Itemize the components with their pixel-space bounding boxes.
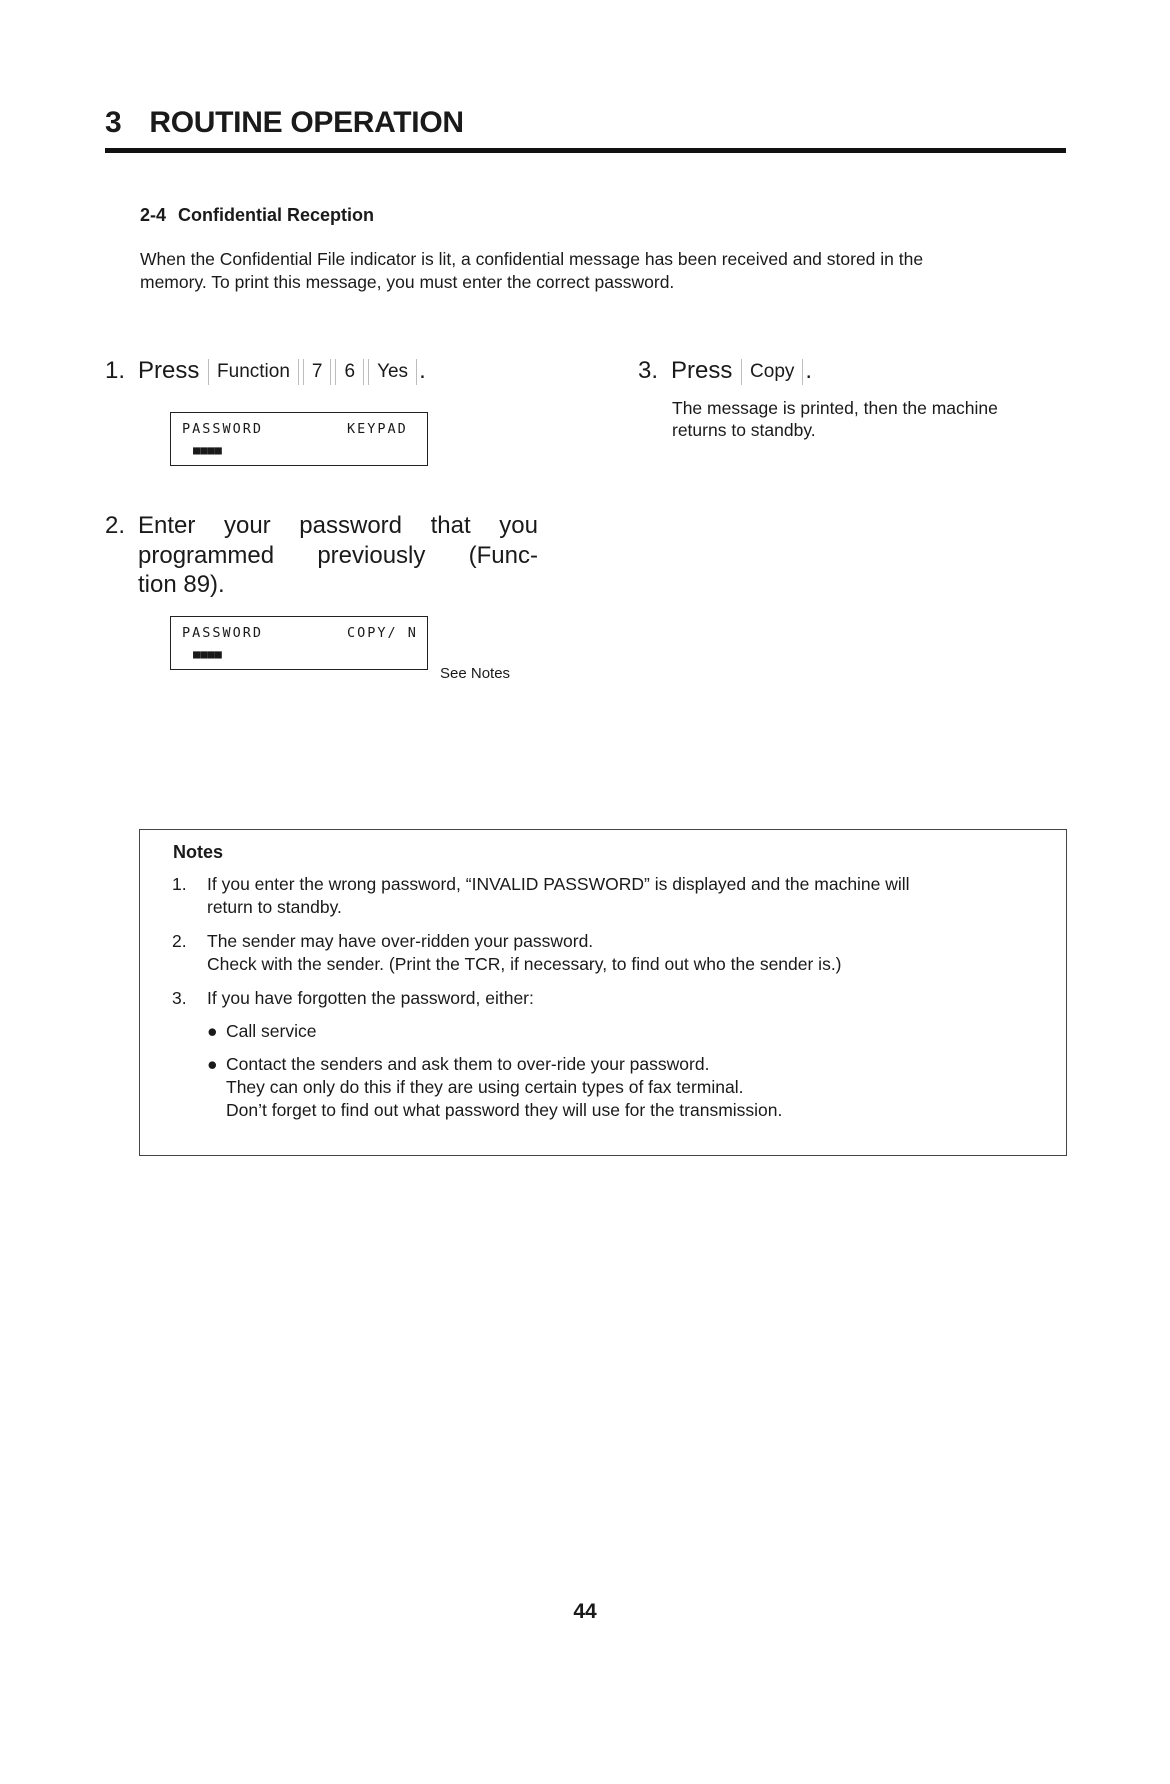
note-line: If you have forgotten the password, either: [207,988,534,1008]
notes-title: Notes [173,842,224,862]
lcd-password-blocks: ■■■■ [193,647,222,661]
chapter-heading [105,106,464,140]
note-bullet [207,1053,1052,1122]
lcd-password-blocks: ■■■■ [193,443,222,457]
lcd-display-step2 [170,616,428,670]
notes-list [172,873,1052,1133]
step-2-text [138,511,538,600]
key-6: 6 [335,359,364,385]
section-title: Confidential Reception [178,205,375,225]
section-heading [140,205,374,226]
step-number: 1. [105,357,126,384]
step-3-description [672,397,1072,441]
note-line: If you enter the wrong password, “INVALID PASSWORD” is displayed and the machine will [207,874,910,894]
step-number: 3. [638,357,659,384]
copy-key: Copy [741,359,803,385]
lcd-line1-right: COPY/ N [347,625,418,641]
intro-line: When the Confidential File indicator is lit, a confidential message has been received and stored in the [140,249,924,269]
step-3-line: returns to standby. [672,420,816,440]
yes-key: Yes [368,359,417,385]
chapter-rule [105,148,1066,153]
note-line: return to standby. [207,897,342,917]
bullet-dot-icon: ● [207,1054,218,1074]
bullet-line: Contact the senders and ask them to over-ride your password. [226,1054,710,1074]
note-item [172,930,1052,976]
chapter-title: ROUTINE OPERATION [149,106,464,139]
step-3: 3. Press Copy . [638,357,813,384]
note-item [172,987,1052,1122]
step-2-line: programmed previously (Func- [138,541,538,569]
key-7: 7 [303,359,332,385]
bullet-line: They can only do this if they are using certain types of fax terminal. [226,1077,744,1097]
step-2-line: tion 89). [138,571,225,598]
step-3-line: The message is printed, then the machine [672,398,998,418]
bullet-dot-icon: ● [207,1021,218,1041]
see-notes-label: See Notes [440,665,511,682]
step-verb: Press [138,357,200,384]
note-line: Check with the sender. (Print the TCR, if necessary, to find out who the sender is.) [207,954,842,974]
note-number: 3. [172,988,187,1008]
step-2-line: Enter your password that you [138,512,538,539]
bullet-line: Call service [226,1021,317,1041]
note-number: 2. [172,931,187,951]
bullet-line: Don’t forget to find out what password they will use for the transmission. [226,1100,783,1120]
intro-line: memory. To print this message, you must enter the correct password. [140,272,675,292]
step-number: 2. [105,512,126,539]
chapter-number: 3 [105,106,122,139]
lcd-line1-right: KEYPAD [347,421,408,437]
function-key: Function [208,359,299,385]
note-line: The sender may have over-ridden your password. [207,931,594,951]
note-number: 1. [172,874,187,894]
step-verb: Press [671,357,733,384]
step-1: 1. Press Function 7 6 Yes . [105,357,426,384]
lcd-line1-left: PASSWORD [182,625,264,641]
note-bullet [207,1020,1052,1043]
lcd-line1-left: PASSWORD [182,421,264,437]
step-2 [105,511,538,600]
section-number: 2-4 [140,205,167,225]
page-number: 44 [573,1600,597,1623]
lcd-display-step1 [170,412,428,466]
intro-paragraph [140,248,1070,294]
note-item [172,873,1052,919]
